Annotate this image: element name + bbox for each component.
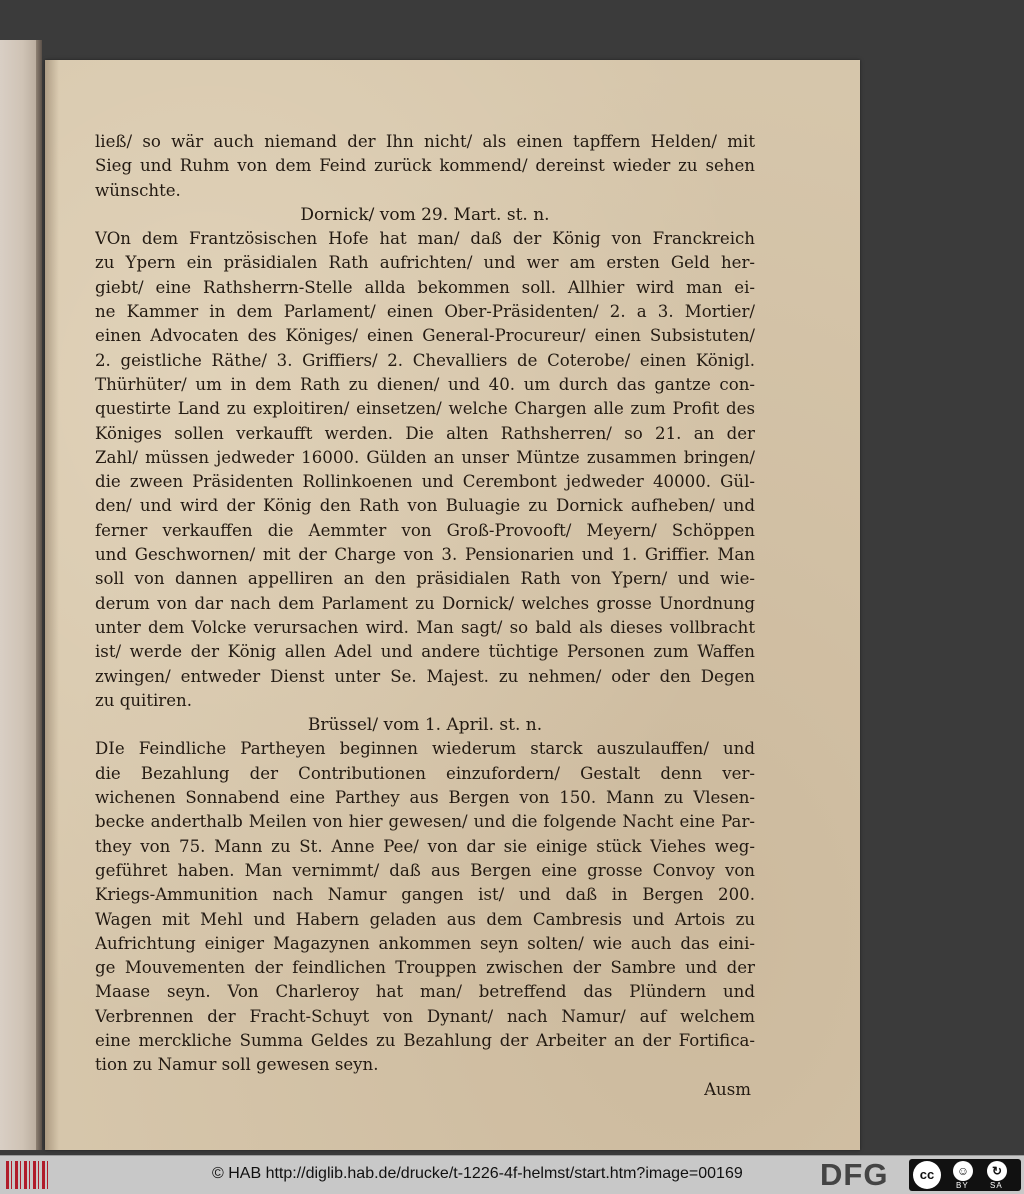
page-shadow (45, 60, 59, 1150)
text-line: einen Advocaten des Königes/ einen General-Procureur/ einen Subsistuten/ (95, 326, 755, 346)
text-line: questirte Land zu exploitiren/ einsetzen/ welche Chargen alle zum Profit des (95, 399, 755, 419)
text-line: becke anderthalb Meilen von hier gewesen/ und die folgende Nacht eine Par- (95, 812, 755, 832)
text-line: und Geschwornen/ mit der Charge von 3. Pensionarien und 1. Griffier. Man (95, 545, 755, 565)
text-line: ge Mouvementen der feindlichen Trouppen zwischen der Sambre und der (95, 958, 755, 978)
text-line: zu Ypern ein präsidialen Rath aufrichten/ und wer am ersten Geld her- (95, 253, 755, 273)
text-line: 2. geistliche Räthe/ 3. Griffiers/ 2. Chevalliers de Coterobe/ einen Königl. (95, 350, 755, 370)
text-line: VOn dem Frantzösischen Hofe hat man/ daß der König von Franckreich (95, 229, 755, 249)
footer-bar (0, 1155, 1024, 1194)
text-line: soll von dannen appelliren an den präsidialen Rath von Ypern/ und wie- (95, 569, 755, 589)
dateline-heading: Dornick/ vom 29. Mart. st. n. (300, 204, 550, 225)
page-text (95, 130, 755, 1102)
text-line: unter dem Volcke verursachen wird. Man sagt/ so bald als dieses vollbracht (95, 617, 755, 637)
text-line: den/ und wird der König den Rath von Buluagie zu Dornick aufheben/ und (95, 496, 755, 516)
dfg-logo: DFG (820, 1157, 889, 1192)
book-page (45, 60, 860, 1150)
text-line: zu quitiren. (95, 690, 193, 710)
text-line: giebt/ eine Rathsherrn-Stelle allda bekommen soll. Allhier wird man ei- (95, 277, 755, 297)
text-line: ist/ werde der König allen Adel und andere tüchtige Personen zum Waffen (95, 642, 755, 662)
text-line: Aufrichtung einiger Magazynen ankommen seyn solten/ wie auch das eini- (95, 933, 755, 953)
by-label: BY (956, 1181, 969, 1190)
cc-by-sa-license-badge[interactable] (909, 1159, 1021, 1191)
text-line: Sieg und Ruhm von dem Feind zurück kommend/ dereinst wieder zu sehen (95, 156, 755, 176)
dateline-heading: Brüssel/ vom 1. April. st. n. (307, 715, 543, 736)
text-line: Königes sollen verkaufft werden. Die alten Rathsherren/ so 21. an der (95, 423, 755, 443)
text-line: die zween Präsidenten Rollinkoenen und Cerembont jedweder 40000. Gül- (95, 472, 755, 492)
text-line: DIe Feindliche Partheyen beginnen wiederum starck auszulauffen/ und (95, 739, 755, 759)
text-line: die Bezahlung der Contributionen einzufordern/ Gestalt denn ver- (95, 763, 755, 783)
previous-page-edge (0, 40, 39, 1150)
text-line: ne Kammer in dem Parlament/ einen Ober-Präsidenten/ 2. a 3. Mortier/ (95, 302, 755, 322)
text-line: Kriegs-Ammunition nach Namur gangen ist/ und daß in Bergen 200. (95, 885, 755, 905)
book-gutter (36, 40, 42, 1150)
text-line: wichenen Sonnabend eine Parthey aus Bergen von 150. Mann zu Vlesen- (95, 788, 755, 808)
text-line: Zahl/ müssen jedweder 16000. Gülden an unser Müntze zusammen bringen/ (95, 447, 755, 467)
cc-icon: cc (913, 1161, 941, 1189)
text-line: Wagen mit Mehl und Habern geladen aus dem Cambresis und Artois zu (95, 909, 755, 929)
hab-barcode-icon (6, 1161, 50, 1189)
text-line: eine merckliche Summa Geldes zu Bezahlung der Arbeiter an der Fortifica- (95, 1030, 755, 1050)
text-line: geführet haben. Man vernimmt/ daß aus Bergen eine grosse Convoy von (95, 860, 755, 880)
sa-label: SA (990, 1181, 1003, 1190)
person-icon: ☺ (953, 1161, 973, 1181)
text-line: Maase seyn. Von Charleroy hat man/ betreffend das Plündern und (95, 982, 755, 1002)
text-line: ferner verkauffen die Aemmter von Groß-Provooft/ Meyern/ Schöppen (95, 520, 755, 540)
share-alike-icon: ↻ (987, 1161, 1007, 1181)
text-line: they von 75. Mann zu St. Anne Pee/ von dar sie einige stück Viehes weg- (95, 836, 755, 856)
text-line: derum von dar nach dem Parlament zu Dornick/ welches grosse Unordnung (95, 593, 755, 613)
text-line: ließ/ so wär auch niemand der Ihn nicht/ als einen tapffern Helden/ mit (95, 132, 755, 151)
catchword: Ausm (704, 1079, 751, 1099)
text-line: Thürhüter/ um in dem Rath zu dienen/ und 40. um durch das gantze con- (95, 374, 755, 394)
text-line: tion zu Namur soll gewesen seyn. (95, 1055, 379, 1075)
citation-link[interactable]: © HAB http://diglib.hab.de/drucke/t-1226-4f-helmst/start.htm?image=00169 (212, 1165, 743, 1182)
text-line: wünschte. (95, 180, 181, 200)
text-line: Verbrennen der Fracht-Schuyt von Dynant/ nach Namur/ auf welchem (95, 1006, 755, 1026)
text-line: zwingen/ entweder Dienst unter Se. Majest. zu nehmen/ oder den Degen (95, 666, 755, 686)
